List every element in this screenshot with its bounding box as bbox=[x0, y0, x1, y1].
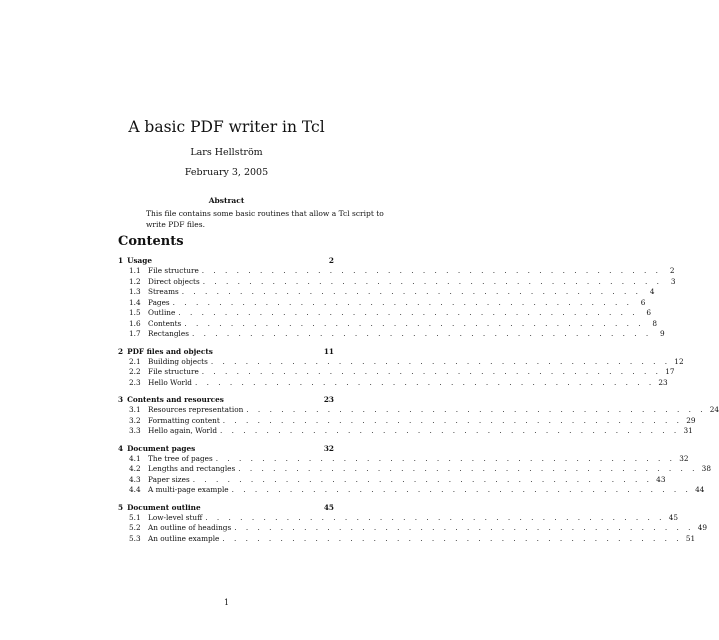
toc-section-number: 4 bbox=[118, 443, 124, 453]
toc-subsection-entry[interactable] bbox=[118, 276, 676, 288]
toc-leader-dots: . . . . . . . . . . . . . . . . . . . . . . . . . . . . . . . . . . . . . . . . bbox=[246, 405, 707, 414]
toc-section-page: 23 bbox=[323, 395, 334, 404]
toc-leader-dots: . . . . . . . . . . . . . . . . . . . . . . . . . . . . . . . . . . . . . . . . bbox=[191, 329, 652, 338]
toc-subsection-number: 3.3 bbox=[129, 426, 141, 435]
toc-section-label: Usage bbox=[127, 256, 153, 265]
toc-subsection-page: 44 bbox=[695, 485, 705, 494]
toc-subsection-page: 51 bbox=[685, 533, 696, 543]
toc-leader-dots: . . . . . . . . . . . . . . . . . . . . . . . . . . . . . . . . . . . . . . . . bbox=[210, 356, 671, 366]
toc-section-title bbox=[118, 502, 201, 513]
toc-subsection-page: 45 bbox=[668, 512, 679, 522]
toc-leader-dots: . . . . . . . . . . . . . . . . . . . . . . . . . . . . . . . . . . . . . . . . bbox=[220, 426, 680, 435]
toc-subsection-label: Low-level stuff bbox=[148, 512, 203, 522]
toc-leader-dots: . . . . . . . . . . . . . . . . . . . . . . . . . . . . . . . . . . . . . . . . bbox=[222, 533, 683, 543]
toc-subsection-page: 24 bbox=[709, 405, 719, 414]
toc-subsection-page: 6 bbox=[646, 308, 652, 317]
toc-subsection-number: 3.2 bbox=[129, 415, 141, 425]
toc-section-page: 45 bbox=[323, 502, 334, 512]
toc-subsection-entry[interactable] bbox=[118, 287, 655, 298]
toc-subsection-page: 49 bbox=[697, 523, 707, 532]
toc-subsection-entry[interactable] bbox=[118, 297, 646, 309]
toc-subsection-entry[interactable] bbox=[118, 266, 675, 277]
toc-subsection-label: File structure bbox=[148, 266, 199, 275]
toc-subsection-number: 2.3 bbox=[129, 377, 141, 387]
toc-subsection-entry[interactable] bbox=[118, 533, 696, 545]
toc-subsection-entry[interactable] bbox=[118, 308, 652, 319]
contents-heading: Contents bbox=[118, 234, 184, 249]
toc-subsection-number: 4.4 bbox=[129, 485, 141, 494]
toc-subsection-entry[interactable] bbox=[118, 377, 668, 389]
toc-subsection-number: 4.1 bbox=[129, 453, 141, 463]
toc-section-page: 32 bbox=[323, 443, 334, 453]
toc-subsection-number: 4.3 bbox=[129, 474, 141, 484]
toc-leader-dots: . . . . . . . . . . . . . . . . . . . . . . . . . . . . . . . . . . . . . . . . bbox=[184, 318, 645, 328]
toc-leader-dots: . . . . . . . . . . . . . . . . . . . . . . . . . . . . . . . . . . . . . . . . bbox=[201, 266, 662, 275]
toc-subsection-number: 3.1 bbox=[129, 405, 141, 414]
toc-leader-dots: . . . . . . . . . . . . . . . . . . . . . . . . . . . . . . . . . . . . . . . . bbox=[181, 287, 642, 296]
toc-subsection-label: Streams bbox=[148, 287, 179, 296]
toc-subsection-entry[interactable] bbox=[118, 367, 675, 378]
toc-subsection-label: Direct objects bbox=[148, 276, 200, 286]
abstract-text: This file contains some basic routines that allow a Tcl script to write PDF files. bbox=[146, 209, 384, 229]
toc-subsection-number: 1.1 bbox=[129, 266, 141, 275]
toc-section-label: Document pages bbox=[127, 443, 196, 453]
toc-subsection-page: 3 bbox=[670, 276, 676, 286]
toc-subsection-entry[interactable] bbox=[118, 485, 705, 496]
toc-leader-dots: . . . . . . . . . . . . . . . . . . . . . . . . . . . . . . . . . . . . . . . . bbox=[222, 415, 683, 425]
toc-section-number: 5 bbox=[118, 502, 124, 512]
toc-section-entry[interactable] bbox=[118, 255, 334, 266]
toc-subsection-number: 1.3 bbox=[129, 287, 141, 296]
toc-section-title bbox=[118, 394, 224, 405]
toc-subsection-number: 5.2 bbox=[129, 523, 141, 532]
toc-subsection-label: Outline bbox=[148, 308, 176, 317]
toc-subsection-label: A multi-page example bbox=[148, 485, 229, 494]
toc-subsection-entry[interactable] bbox=[118, 453, 689, 465]
toc-subsection-entry[interactable] bbox=[118, 464, 711, 475]
paper-author: Lars Hellström bbox=[190, 147, 263, 158]
paper-title: A basic PDF writer in Tcl bbox=[128, 118, 325, 136]
toc-subsection-number: 5.1 bbox=[129, 512, 141, 522]
toc-section-title bbox=[118, 346, 213, 357]
toc-section-label: Document outline bbox=[127, 502, 201, 512]
toc-section-label: PDF files and objects bbox=[127, 346, 213, 356]
toc-subsection-label: An outline example bbox=[148, 533, 220, 543]
toc-section-entry[interactable] bbox=[118, 502, 334, 513]
toc-subsection-page: 9 bbox=[660, 329, 665, 338]
toc-subsection-entry[interactable] bbox=[118, 474, 666, 486]
toc-subsection-entry[interactable] bbox=[118, 523, 707, 534]
table-of-contents bbox=[118, 255, 719, 544]
toc-subsection-label: Lengths and rectangles bbox=[148, 464, 236, 473]
toc-subsection-page: 32 bbox=[679, 453, 689, 463]
toc-subsection-page: 17 bbox=[665, 367, 675, 376]
toc-leader-dots: . . . . . . . . . . . . . . . . . . . . . . . . . . . . . . . . . . . . . . . . bbox=[178, 308, 639, 317]
toc-subsection-label: Building objects bbox=[148, 356, 208, 366]
toc-subsection-entry[interactable] bbox=[118, 512, 679, 524]
toc-subsection-entry[interactable] bbox=[118, 356, 684, 368]
toc-subsection-page: 6 bbox=[640, 297, 646, 307]
toc-subsection-entry[interactable] bbox=[118, 329, 665, 340]
toc-leader-dots: . . . . . . . . . . . . . . . . . . . . . . . . . . . . . . . . . . . . . . . . bbox=[201, 367, 662, 376]
toc-subsection-number: 2.2 bbox=[129, 367, 141, 376]
toc-subsection-page: 43 bbox=[656, 474, 666, 484]
toc-subsection-label: Rectangles bbox=[148, 329, 189, 338]
toc-subsection-entry[interactable] bbox=[118, 318, 658, 330]
toc-subsection-label: An outline of headings bbox=[148, 523, 232, 532]
toc-subsection-number: 1.7 bbox=[129, 329, 141, 338]
toc-subsection-label: Pages bbox=[148, 297, 170, 307]
toc-subsection-number: 1.4 bbox=[129, 297, 141, 307]
toc-section-entry[interactable] bbox=[118, 394, 334, 405]
toc-subsection-number: 1.6 bbox=[129, 318, 141, 328]
toc-section-number: 1 bbox=[118, 256, 124, 265]
toc-subsection-page: 23 bbox=[658, 377, 668, 387]
toc-section-entry[interactable] bbox=[118, 346, 334, 357]
toc-section-title bbox=[118, 443, 195, 454]
toc-subsection-page: 2 bbox=[669, 266, 675, 275]
toc-leader-dots: . . . . . . . . . . . . . . . . . . . . . . . . . . . . . . . . . . . . . . . . bbox=[192, 474, 653, 484]
toc-subsection-entry[interactable] bbox=[118, 415, 696, 427]
toc-subsection-label: Paper sizes bbox=[148, 474, 190, 484]
toc-subsection-label: Hello World bbox=[148, 377, 192, 387]
toc-subsection-label: Contents bbox=[148, 318, 182, 328]
toc-section-entry[interactable] bbox=[118, 443, 334, 454]
toc-leader-dots: . . . . . . . . . . . . . . . . . . . . . . . . . . . . . . . . . . . . . . . . bbox=[205, 512, 666, 522]
toc-subsection-number: 1.5 bbox=[129, 308, 141, 317]
toc-subsection-page: 29 bbox=[686, 415, 696, 425]
toc-leader-dots: . . . . . . . . . . . . . . . . . . . . . . . . . . . . . . . . . . . . . . . . bbox=[194, 377, 655, 387]
toc-leader-dots: . . . . . . . . . . . . . . . . . . . . . . . . . . . . . . . . . . . . . . . . bbox=[172, 297, 633, 307]
toc-subsection-page: 12 bbox=[674, 356, 684, 366]
toc-subsection-label: File structure bbox=[148, 367, 199, 376]
toc-section-number: 3 bbox=[118, 395, 124, 404]
toc-section-page: 11 bbox=[323, 346, 334, 356]
toc-subsection-number: 4.2 bbox=[129, 464, 141, 473]
toc-section-title bbox=[118, 255, 152, 266]
toc-subsection-page: 38 bbox=[701, 464, 711, 473]
toc-subsection-number: 5.3 bbox=[129, 533, 141, 543]
toc-section-page: 2 bbox=[328, 256, 334, 265]
abstract-heading: Abstract bbox=[208, 196, 245, 205]
toc-subsection-number: 1.2 bbox=[129, 276, 141, 286]
toc-subsection-entry[interactable] bbox=[118, 405, 719, 416]
toc-subsection-entry[interactable] bbox=[118, 426, 693, 437]
toc-leader-dots: . . . . . . . . . . . . . . . . . . . . . . . . . . . . . . . . . . . . . . . . bbox=[234, 523, 694, 532]
toc-section-label: Contents and resources bbox=[127, 395, 224, 404]
toc-leader-dots: . . . . . . . . . . . . . . . . . . . . . . . . . . . . . . . . . . . . . . . . bbox=[215, 453, 676, 463]
toc-leader-dots: . . . . . . . . . . . . . . . . . . . . . . . . . . . . . . . . . . . . . . . . bbox=[231, 485, 692, 494]
paper-date: February 3, 2005 bbox=[184, 167, 269, 178]
toc-subsection-page: 8 bbox=[652, 318, 658, 328]
toc-subsection-page: 31 bbox=[683, 426, 693, 435]
toc-subsection-number: 2.1 bbox=[129, 356, 141, 366]
toc-leader-dots: . . . . . . . . . . . . . . . . . . . . . . . . . . . . . . . . . . . . . . . . bbox=[202, 276, 663, 286]
toc-subsection-label: The tree of pages bbox=[148, 453, 213, 463]
toc-section-number: 2 bbox=[118, 346, 124, 356]
toc-subsection-page: 4 bbox=[649, 287, 655, 296]
toc-subsection-label: Formatting content bbox=[148, 415, 220, 425]
toc-subsection-label: Resources representation bbox=[148, 405, 244, 414]
page-number: 1 bbox=[223, 598, 230, 607]
toc-leader-dots: . . . . . . . . . . . . . . . . . . . . . . . . . . . . . . . . . . . . . . . . bbox=[238, 464, 698, 473]
toc-subsection-label: Hello again, World bbox=[148, 426, 217, 435]
